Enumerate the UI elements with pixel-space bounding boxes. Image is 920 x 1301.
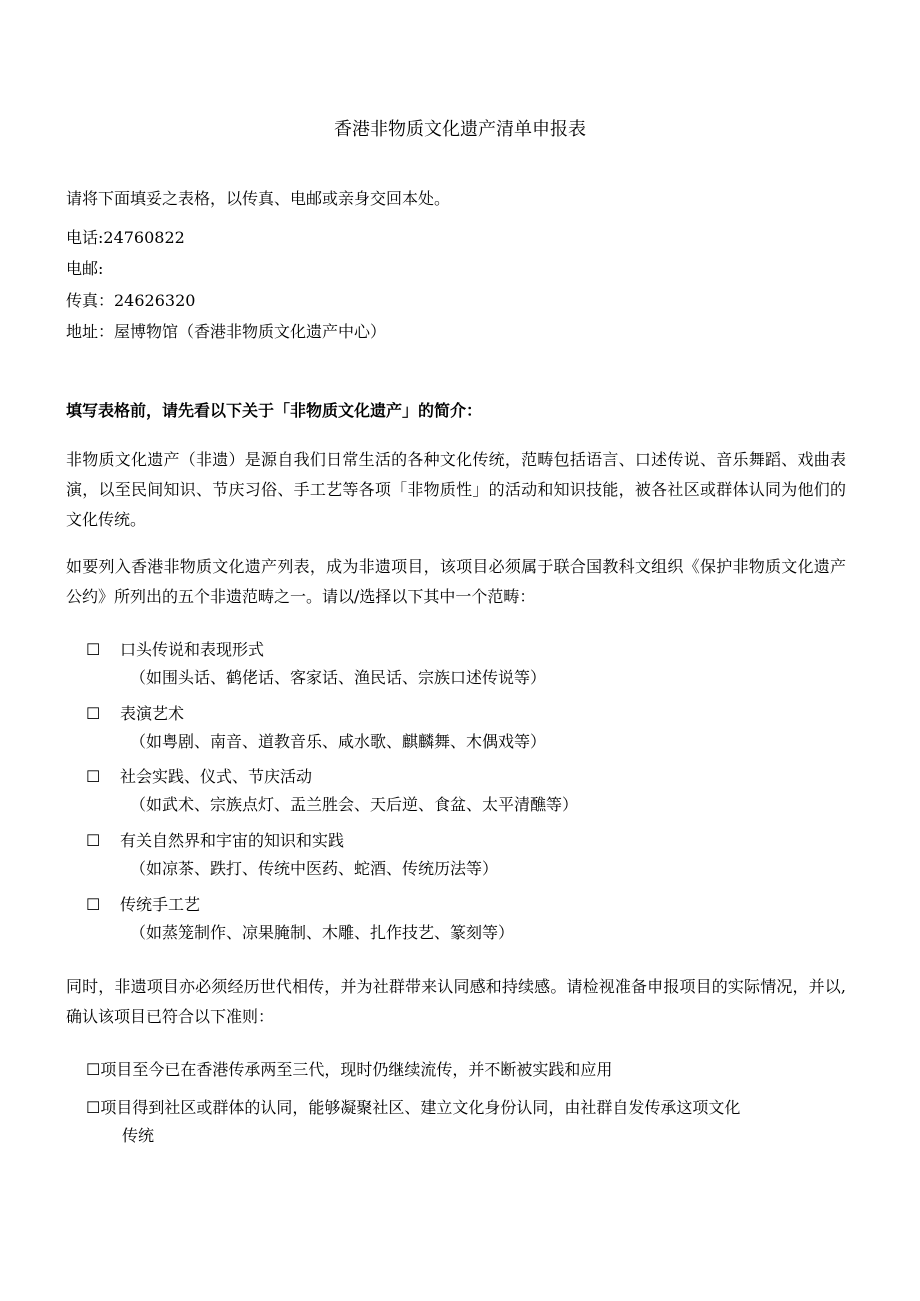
category-examples: （如武术、宗族点灯、盂兰胜会、天后逆、食盆、太平清醮等） (130, 795, 579, 814)
criterion-item[interactable] (86, 1094, 846, 1150)
category-item[interactable] (86, 891, 514, 947)
category-examples: （如蒸笼制作、凉果腌制、木雕、扎作技艺、篆刻等） (130, 923, 515, 942)
ich-definition-paragraph: 非物质文化遗产（非遗）是源自我们日常生活的各种文化传统，范畴包括语言、口述传说、音乐舞蹈、戏曲表演，以至民间知识、节庆习俗、手工艺等各项「非物质性」的活动和知识技能，被各社区或群体认同为他们的文化传统。 (66, 450, 846, 529)
phone-line: 电话:24760822 (66, 228, 185, 247)
criterion-text-continued: 传统 (122, 1126, 155, 1145)
category-label: 表演艺术 (120, 704, 185, 723)
category-item[interactable] (86, 636, 546, 692)
email-line: 电邮: (66, 259, 104, 278)
checkbox-icon[interactable]: ☐ (86, 767, 101, 786)
checkbox-icon[interactable]: ☐ (86, 831, 101, 850)
category-examples: （如围头话、鹤佬话、客家话、渔民话、宗族口述传说等） (130, 668, 547, 687)
criterion-text: ☐项目至今已在香港传承两至三代，现时仍继续流传，并不断被实践和应用 (86, 1060, 613, 1079)
checkbox-icon[interactable]: ☐ (86, 640, 101, 659)
category-examples: （如粤剧、南音、道教音乐、咸水歌、麒麟舞、木偶戏等） (130, 732, 547, 751)
category-examples: （如凉茶、跌打、传统中医药、蛇酒、传统历法等） (130, 859, 499, 878)
category-item[interactable] (86, 827, 498, 883)
address-line: 地址：屋博物馆（香港非物质文化遗产中心） (66, 322, 387, 341)
listing-requirement-paragraph: 如要列入香港非物质文化遗产列表，成为非遗项目，该项目必须属于联合国教科文组织《保护非物质文化遗产公约》所列出的五个非遗范畴之一。请以/选择以下其中一个范畴： (66, 557, 846, 606)
category-item[interactable] (86, 763, 578, 819)
checkbox-icon[interactable]: ☐ (86, 704, 101, 723)
category-label: 传统手工艺 (120, 895, 201, 914)
page-title: 香港非物质文化遗产清单申报表 (334, 119, 586, 140)
category-label: 口头传说和表现形式 (120, 640, 265, 659)
category-label: 有关自然界和宇宙的知识和实践 (120, 831, 345, 850)
fax-line: 传真：24626320 (66, 291, 196, 310)
intro-heading: 填写表格前，请先看以下关于「非物质文化遗产」的简介： (66, 401, 483, 420)
category-item[interactable] (86, 700, 546, 756)
category-label: 社会实践、仪式、节庆活动 (120, 767, 313, 786)
criterion-item[interactable] (86, 1056, 846, 1084)
criteria-intro-paragraph: 同时，非遗项目亦必须经历世代相传，并为社群带来认同感和持续感。请检视准备申报项目的实际情况，并以,确认该项目已符合以下准则： (66, 977, 846, 1026)
intro-text: 请将下面填妥之表格，以传真、电邮或亲身交回本处。 (66, 189, 451, 208)
criterion-text: ☐项目得到社区或群体的认同，能够凝聚社区、建立文化身份认同，由社群自发传承这项文化 (86, 1098, 741, 1117)
checkbox-icon[interactable]: ☐ (86, 895, 101, 914)
